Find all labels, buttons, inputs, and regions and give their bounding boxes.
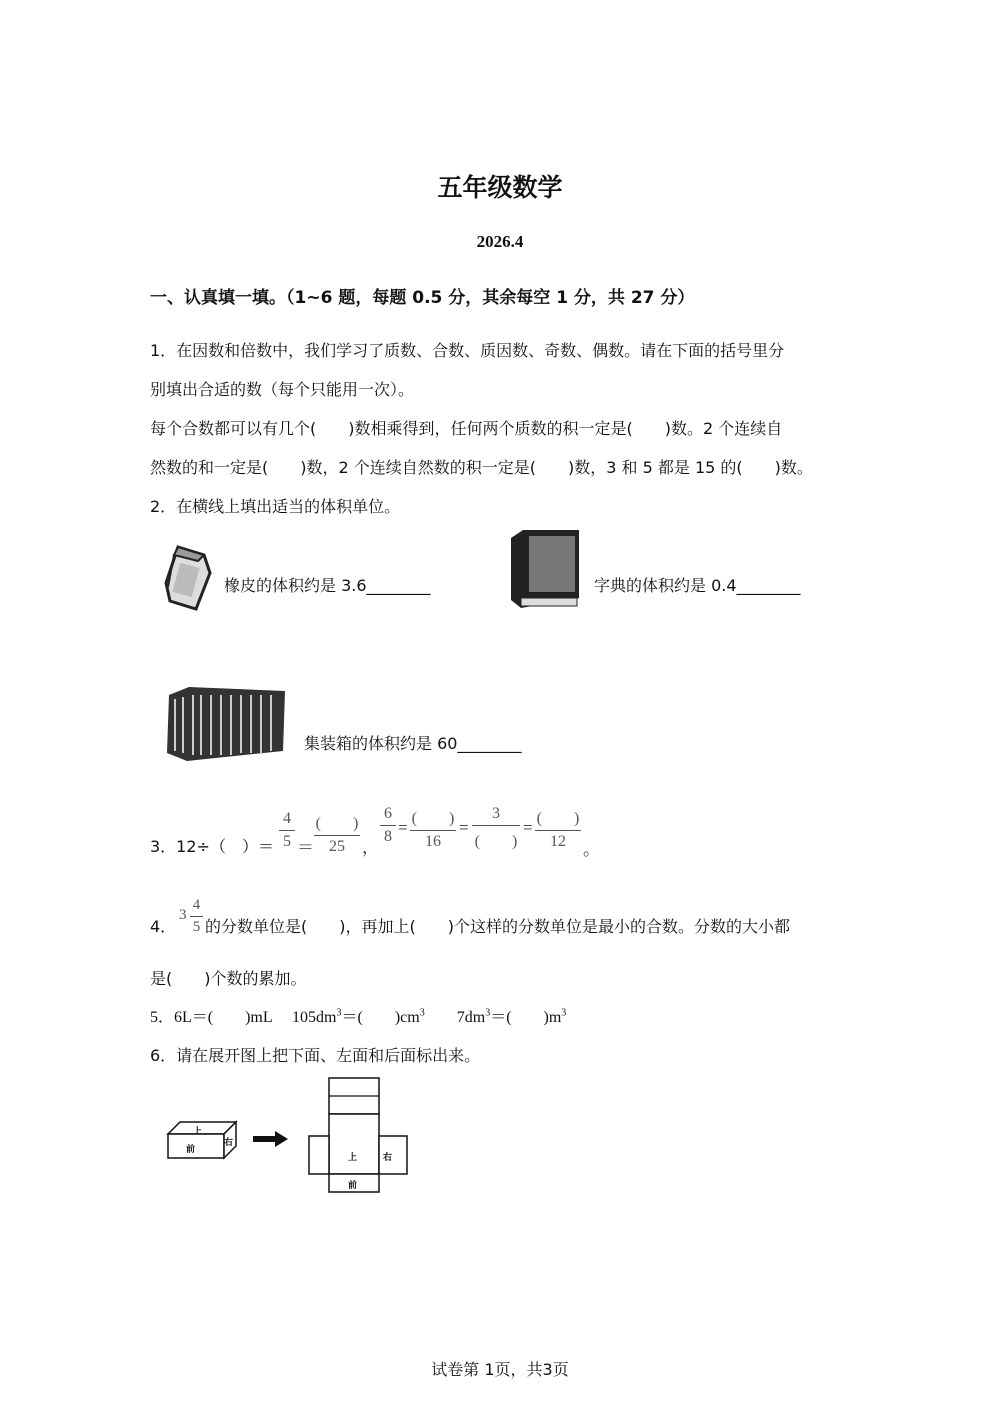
q3-fraction-5: 3 ( ) — [472, 805, 520, 851]
q4-number: 4． — [150, 917, 177, 936]
q2-eraser-text: 橡皮的体积约是 3.6________ — [224, 576, 431, 595]
section-heading: 一、认真填一填。（1~6 题，每题 0.5 分，其余每空 1 分，共 27 分） — [150, 288, 695, 308]
q5-line: 5．6L＝( )mL $105dm^3=$( )$cm^3$ $7dm^3=$( )$m^3$ — [150, 1007, 567, 1026]
q3-fraction-1: 4 5 — [279, 810, 295, 851]
q3-comma: ， — [362, 838, 379, 857]
cuboid-front-label: 前 — [186, 1145, 196, 1155]
q3-fraction-6: ( ) 12 — [536, 810, 580, 850]
q3-end: 。 — [583, 840, 600, 859]
q4-text2: 是( )个数的累加。 — [150, 969, 307, 988]
cuboid-top-label: 上 — [193, 1127, 203, 1137]
q4-whole: 3 — [179, 907, 187, 923]
net-right-label: 右 — [383, 1153, 393, 1163]
q2-dictionary-text: 字典的体积约是 0.4________ — [594, 576, 801, 595]
cuboid-net-figure — [305, 1076, 411, 1196]
q2-prompt: 2．在横线上填出适当的体积单位。 — [150, 497, 401, 516]
arrow-right-icon — [253, 1130, 289, 1148]
net-front-label: 前 — [348, 1181, 358, 1191]
container-image — [165, 687, 287, 763]
q3-equals-1: ＝ — [297, 838, 314, 857]
q3-equals-3: = — [459, 818, 469, 837]
q1-line3: 每个合数都可以有几个( )数相乘得到，任何两个质数的积一定是( )数。2 个连续自 — [150, 419, 783, 438]
page-footer: 试卷第 1页，共3页 — [431, 1360, 569, 1379]
q3-fraction-2: ( ) 25 — [315, 815, 359, 855]
q3-equals-4: = — [523, 818, 533, 837]
q1-line2: 别填出合适的数（每个只能用一次）。 — [150, 380, 415, 399]
page-title: 五年级数学 — [437, 173, 563, 202]
dictionary-image — [505, 528, 585, 612]
eraser-image — [160, 543, 215, 613]
net-top-label: 上 — [348, 1153, 358, 1163]
exam-date: 2026.4 — [476, 232, 524, 251]
q6-prompt: 6．请在展开图上把下面、左面和后面标出来。 — [150, 1046, 481, 1065]
q1-line1: 1．在因数和倍数中，我们学习了质数、合数、质因数、奇数、偶数。请在下面的括号里分 — [150, 341, 785, 360]
q3-equals-2: = — [398, 818, 408, 837]
q3-fraction-3: 6 8 — [380, 805, 396, 846]
q1-line4: 然数的和一定是( )数，2 个连续自然数的积一定是( )数，3 和 5 都是 15 的( )数。 — [150, 458, 813, 477]
q4-fraction: 4 5 — [190, 897, 203, 936]
q4-text1: 的分数单位是( )，再加上( )个这样的分数单位是最小的合数。分数的大小都 — [205, 917, 790, 936]
q3-fraction-4: ( ) 16 — [411, 810, 455, 850]
q3-lead: 3．12÷（ ）＝ — [150, 837, 274, 856]
cuboid-right-label: 右 — [224, 1138, 234, 1148]
q2-container-text: 集装箱的体积约是 60________ — [304, 734, 522, 753]
